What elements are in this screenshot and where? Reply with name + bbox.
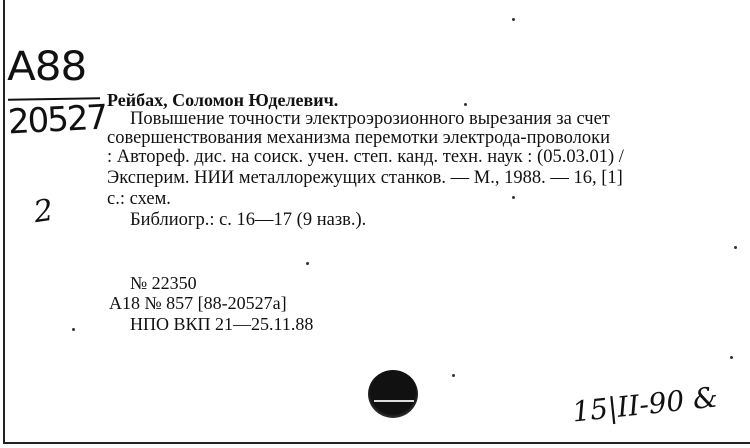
scan-speck xyxy=(72,328,75,331)
scan-speck xyxy=(452,374,455,377)
entry-line: совершенствования механизма перемотки электрода-проволоки xyxy=(107,128,610,148)
entry-line: Повышение точности электроэрозионного вырезания за счет xyxy=(130,109,610,129)
record-number: № 22350 xyxy=(130,273,197,293)
library-stamp xyxy=(368,370,418,418)
entry-line: : Автореф. дис. на соиск. учен. степ. канд. техн. наук : (05.03.01) / xyxy=(107,147,624,167)
copy-number: 2 xyxy=(31,192,56,231)
bibliography-note: Библиогр.: с. 16—17 (9 назв.). xyxy=(130,210,367,230)
shelf-mark-bottom: 20527 xyxy=(7,97,108,143)
accession-number: А18 № 857 [88-20527а] xyxy=(109,293,287,313)
entry-line: Эксперим. НИИ металлорежущих станков. — М., 1988. — 16, [1] xyxy=(107,168,623,188)
scan-speck xyxy=(734,246,737,249)
shelf-mark-top: A88 xyxy=(7,44,87,90)
card-left-edge xyxy=(3,0,5,444)
scan-speck xyxy=(730,356,733,359)
card-bottom-edge xyxy=(3,442,750,444)
handwritten-date: 15|II-90 & xyxy=(570,380,720,429)
scan-speck xyxy=(512,196,515,199)
scan-speck xyxy=(306,262,309,265)
scan-speck xyxy=(512,18,515,21)
library-stamp-band xyxy=(374,400,414,402)
organization-date: НПО ВКП 21—25.11.88 xyxy=(130,314,314,334)
author-heading: Рейбах, Соломон Юделевич. xyxy=(107,90,339,110)
scan-speck xyxy=(464,103,467,106)
entry-line: с.: схем. xyxy=(107,189,171,209)
